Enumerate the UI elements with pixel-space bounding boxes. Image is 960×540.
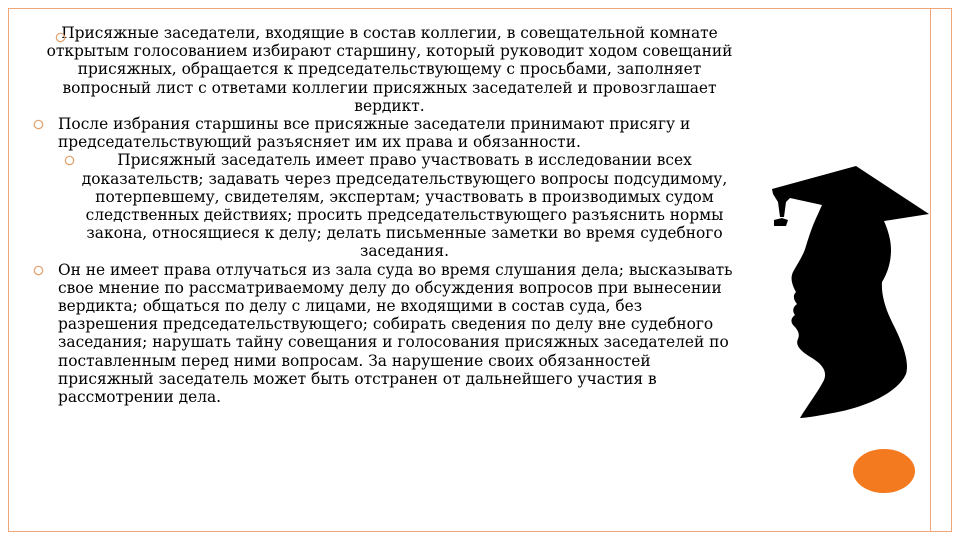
paragraph-4 [36, 261, 747, 407]
paragraph-4-text: Он не имеет права отлучаться из зала суда во время слушания дела; высказывать свое мнение по рассматриваемому делу до обсуждения вопросов при вынесении вердикта; общаться по делу с лицами, не входящими в состав суда, без разрешения председательствующего; собирать сведения по делу вне судебного заседания; нарушать тайну совещания и голосования присяжных заседателей по поставленным перед ними вопросам. За нарушение своих обязанностей присяжный заседатель может быть отстранен от дальнейшего участия в рассмотрении дела. [58, 260, 733, 407]
paragraph-3-sub-bullet [62, 151, 747, 260]
open-circle-bullet-icon [64, 155, 75, 166]
open-circle-bullet-icon [33, 119, 44, 130]
slide-frame-accent-line [930, 8, 931, 532]
paragraph-1 [32, 24, 747, 115]
paragraph-3-text: Присяжный заседатель имеет право участвовать в исследовании всех доказательств; задавать через председательствующего вопросы подсудимому, потерпевшему, свидетелям, экспертам; участвовать в производимых судом следственных действиях; просить председательствующего разъяснить нормы закона, относящиеся к делу; делать письменные заметки во время судебного заседания. [81, 151, 728, 261]
graduate-silhouette-icon [760, 160, 930, 420]
paragraph-2-text: После избрания старшины все присяжные заседатели принимают присягу и председательствующий разъясняет им их права и обязанности. [58, 115, 691, 152]
paragraph-1-text: Присяжные заседатели, входящие в состав коллегии, в совещательной комнате открытым голосованием избирают старшину, который руководит ходом совещаний присяжных, обращается к председательствующему с просьбами, заполняет вопросный лист с ответами коллегии присяжных заседателей и провозглашает вердикт. [46, 24, 733, 115]
open-circle-bullet-icon [55, 32, 66, 43]
orange-dot-icon [853, 449, 915, 493]
open-circle-bullet-icon [33, 265, 44, 276]
slide-content [32, 24, 747, 406]
paragraph-2 [36, 115, 747, 151]
